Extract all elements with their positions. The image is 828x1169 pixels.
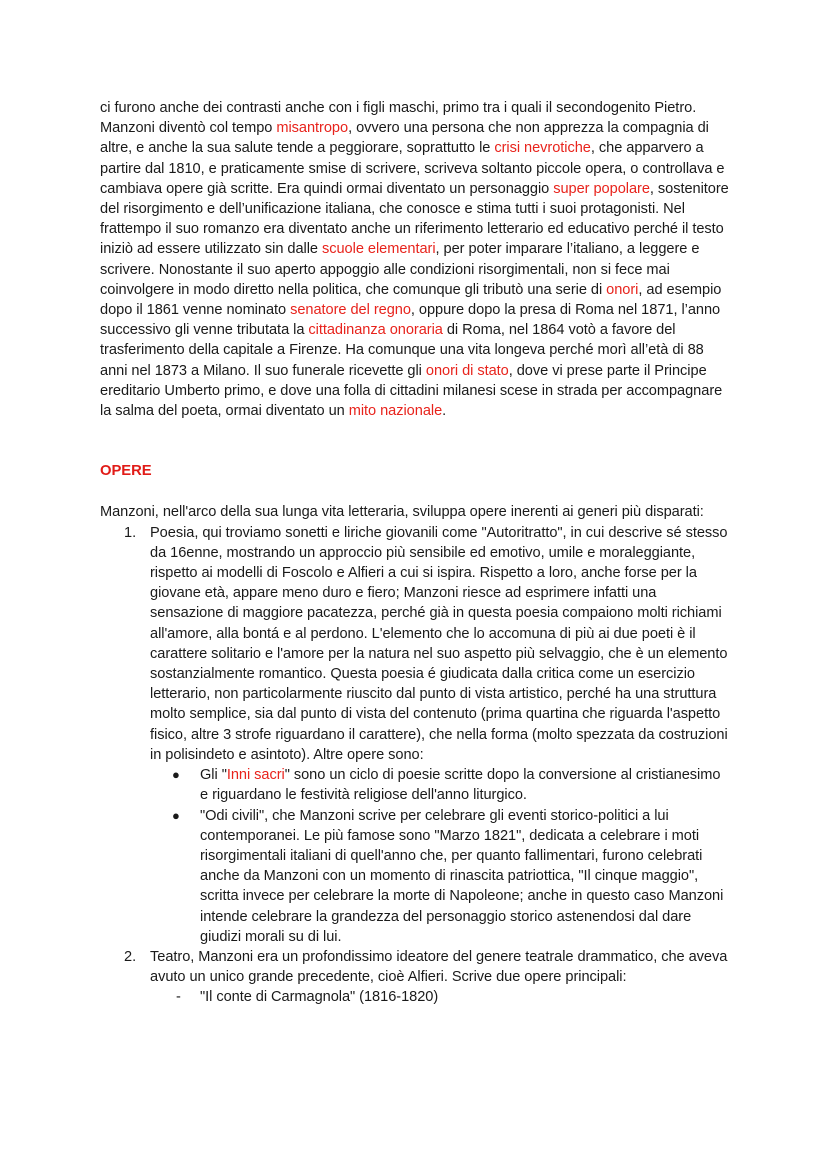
highlighted-term: crisi nevrotiche (494, 140, 591, 157)
bullet-icon: ● (172, 767, 180, 783)
text-run: "Odi civili", che Manzoni scrive per celebrare gli eventi storico-politici a lui contemporanei. Le più famose sono "Marzo 1821", dedicata a celebrare i moti risorgimentali italiani di quell'anno che, per quanto fallimentari, furono celebrati anche da Manzoni con un momento di rinascita patriottica, "Il cinque maggio", scritta invece per celebrare la morte di Napoleone; anche in questo caso Manzoni intende celebrare la grandezza del personaggio storico astenendosi dal dare giudizi morali su di lui. (200, 807, 724, 945)
text-run: Gli " (200, 767, 227, 784)
text-run: , per poter imparare l’italiano, a leggere e scrivere. Nonostante il suo aperto appoggio alle condizioni risorgimentali, non si fece mai coinvolgere in modo diretto nella politica, che comunque gli tributò una serie di (100, 241, 700, 298)
highlighted-term: misantropo (276, 120, 349, 137)
dash-item-text: "Il conte di Carmagnola" (1816-1820) (200, 989, 439, 1006)
list-item-text: Poesia, qui troviamo sonetti e liriche giovanili come "Autoritratto", in cui descrive sé stesso da 16enne, mostrando un approccio più sensibile ed emotivo, umile e moraleggiante, rispetto ai modelli di Foscolo e Alfieri a cui si ispira. Rispetto a loro, anche forse per la giovane età, appare meno duro e fiero; Manzoni riesce ad esprimere infatti una sensazione di maggiore pacatezza, perché già in questa poesia compaiono molti richiami all'amore, alla bontá e al perdono. L'elemento che lo accomuna di più ai due poeti è il carattere solitario e l'amore per la natura nel suo aspetto più selvaggio, che è un elemento sostanzialmente romantico. Questa poesia é giudicata dalla critica come un esercizio letterario, non particolarmente riuscito dal punto di vista artistico, perché ha una struttura molto semplice, sia dal punto di vista del contenuto (prima quartina che riguarda l'aspetto fisico, altre 3 strofe riguardano il carattere), che nella forma (molto spezzata da costruzioni in polisindeto e asintoto). Altre opere sono: (150, 524, 728, 763)
highlighted-term: mito nazionale (348, 403, 443, 420)
text-run: , che apparvero a partire dal 1810, e praticamente smise di scrivere, scriveva soltanto piccole opera, o controllava e cambiava opere già scritte. Era quindi ormai diventato un personaggio (100, 140, 725, 197)
list-item-poesia (100, 523, 730, 947)
dash-item-conte-carmagnola (150, 987, 730, 1007)
list-number: 1. (124, 524, 137, 541)
dash-icon: - (176, 989, 181, 1006)
highlighted-term: cittadinanza onoraria (308, 322, 443, 339)
highlighted-term: super popolare (553, 180, 650, 197)
works-list (100, 523, 730, 1008)
intro-paragraph (100, 98, 730, 421)
text-run: , oppure dopo la presa di Roma nel 1871, l’anno successivo gli venne tributata la (100, 302, 721, 339)
text-run: , dove vi prese parte il Principe ereditario Umberto primo, e dove una folla di cittadini milanesi scese in strada per accompagnare la salma del poeta, ormai diventato un (100, 362, 723, 420)
text-run: , ad esempio dopo il 1861 venne nominato (100, 281, 722, 319)
highlighted-term: scuole elementari (322, 241, 436, 258)
text-run: , sostenitore del risorgimento e dell’unificazione italiana, che conosce e stima tutti i suoi protagonisti. Nel frattempo il suo romanzo era diventato anche un riferimento letterario ed educativo perché il testo iniziò ad essere utilizzato sin dalle (100, 180, 729, 258)
document-page (100, 98, 730, 1008)
text-run: di Roma, nel 1864 votò a favore del trasferimento della capitale a Firenze. Ha comunque una vita longeva perché morì all’età di 88 anni nel 1873 a Milano. Il suo funerale ricevette gli (100, 322, 704, 379)
highlighted-term: onori di stato (425, 362, 509, 379)
highlighted-term: Inni sacri (226, 767, 285, 784)
text-run: ci furono anche dei contrasti anche con i figli maschi, primo tra i quali il secondogenito Pietro. Manzoni diventò col tempo (100, 100, 697, 137)
bullet-item-inni-sacri (150, 765, 730, 805)
other-works-bullets (150, 765, 730, 947)
text-run: , ovvero una persona che non apprezza la compagnia di altre, e anche la sua salute tende a peggiorare, soprattutto le (100, 120, 709, 157)
teatro-works-list (150, 987, 730, 1007)
list-item-text: Teatro, Manzoni era un profondissimo ideatore del genere teatrale drammatico, che aveva avuto un unico grande precedente, cioè Alfieri. Scrive due opere principali: (150, 948, 728, 986)
list-item-teatro (100, 947, 730, 1008)
highlighted-term: senatore del regno (290, 302, 411, 319)
text-run: " sono un ciclo di poesie scritte dopo la conversione al cristianesimo e riguardano le festività religiose dell'anno liturgico. (200, 767, 721, 804)
section-heading-opere: OPERE (100, 463, 152, 480)
bullet-item-odi-civili (150, 806, 730, 947)
bullet-text (200, 767, 720, 803)
bullet-icon: ● (172, 807, 180, 823)
opere-intro-paragraph: Manzoni, nell'arco della sua lunga vita letteraria, sviluppa opere inerenti ai generi più disparati: (100, 504, 704, 521)
text-run: . (442, 403, 447, 420)
bullet-text (200, 808, 723, 945)
list-number: 2. (124, 948, 137, 965)
highlighted-term: onori (606, 281, 639, 298)
